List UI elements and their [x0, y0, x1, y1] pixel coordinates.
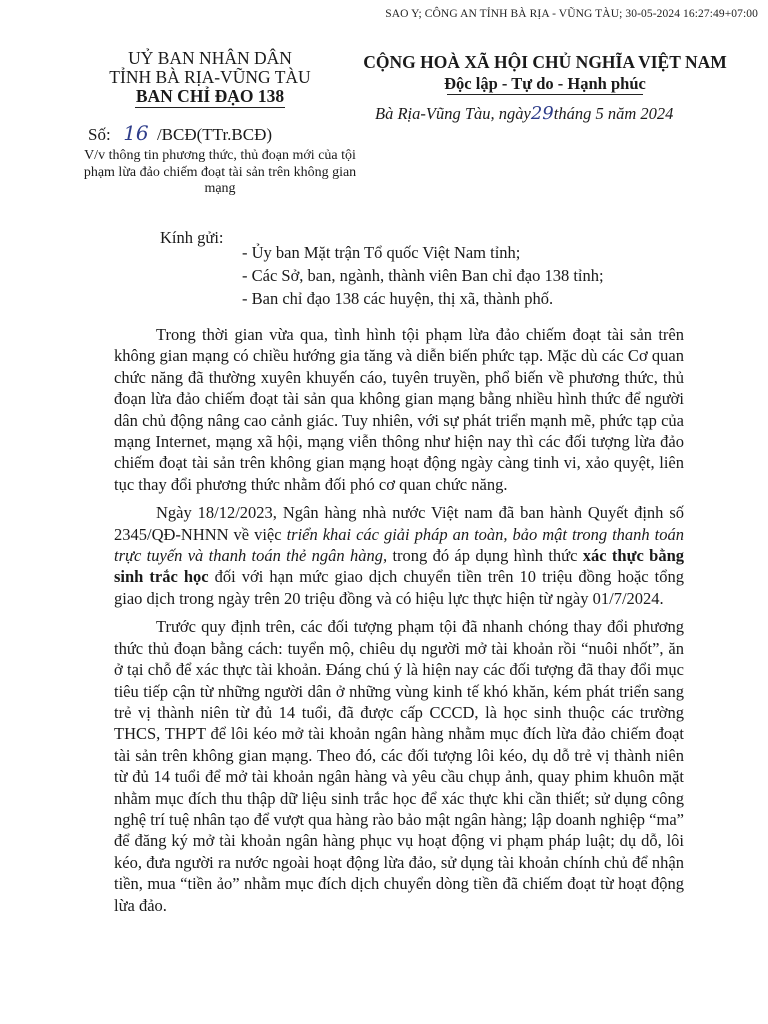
recipient-list	[242, 241, 604, 310]
p2-bold-biometric: xác thực bằng sinh trắc học	[114, 546, 684, 587]
doc-number-suffix: /BCĐ(TTr.BCĐ)	[156, 125, 273, 144]
paragraph-2	[114, 502, 684, 609]
paragraph-3: Trước quy định trên, các đối tượng phạm tội đã nhanh chóng thay đổi phương thức thủ đoạn bằng cách: tuyển mộ, chiêu dụ người mở tài khoản rồi “nuôi nhốt”, ăn ở tại chỗ để xác thực tài khoản. Đáng chú ý là hiện nay các đối tượng đã thay đổi mục tiêu tiếp cận từ những người dân ở những vùng kinh tế khó khăn, kém phát triển sang trẻ vị thành niên từ đủ 14 tuổi, đã được cấp CCCD, là học sinh thuộc các trường THCS, THPT để lôi kéo mở tài khoản ngân hàng nhằm mục đích lừa đảo chiếm đoạt tài sản trên không gian mạng. Theo đó, các đối tượng lôi kéo, dụ dỗ trẻ vị thành niên từ đủ 14 tuổi để mở tài khoản ngân hàng và yêu cầu chụp ảnh, quay phim khuôn mặt nhằm mục đích thu thập dữ liệu sinh trắc học để xác thực khi cần thiết; sử dụng công nghệ trí tuệ nhân tạo để vượt qua hàng rào bảo mật ngân hàng; lập doanh nghiệp “ma” để đăng ký mở tài khoản ngân hàng phục vụ hoạt động vi phạm pháp luật; dụ dỗ, lôi kéo, đưa người ra nước ngoài hoạt động lừa đảo, sử dụng tài khoản chính chủ để nhận tiền, mua “tiền ảo” nhằm mục đích dịch chuyển dòng tiền đã chiếm đoạt từ hoạt động lừa đảo.	[114, 617, 684, 915]
p2-text-a: Ngày 18/12/2023, Ngân hàng nhà nước Việt nam đã ban hành Quyết định số 2345/QĐ-NHNN về việc	[114, 503, 684, 544]
national-header	[330, 53, 760, 95]
recipient-item: - Ban chỉ đạo 138 các huyện, thị xã, thành phố.	[242, 289, 554, 308]
salutation: Kính gửi:	[160, 228, 224, 247]
p2-text-e: đối với hạn mức giao dịch chuyển tiền trên 10 triệu đồng hoặc tổng giao dịch trong ngày trên 20 triệu đồng và có hiệu lực thực hiện từ ngày 01/7/2024.	[114, 567, 684, 608]
p2-italic-decision-title: triển khai các giải pháp an toàn, bảo mật trong thanh toán trực tuyến và thanh toán thẻ ngân hàng,	[114, 524, 684, 566]
p2-text-c: trong đó áp dụng hình thức	[387, 546, 583, 566]
doc-number-handwritten: 16	[123, 121, 149, 145]
issuer-block	[70, 49, 350, 108]
issuer-line-1: UỶ BAN NHÂN DÂN	[128, 48, 292, 68]
nation-title: CỘNG HOÀ XÃ HỘI CHỦ NGHĨA VIỆT NAM	[363, 52, 727, 72]
recipient-item: - Ủy ban Mặt trận Tổ quốc Việt Nam tỉnh;	[242, 243, 521, 262]
copy-certification-stamp: SAO Y; CÔNG AN TỈNH BÀ RỊA - VŨNG TÀU; 30-05-2024 16:27:49+07:00	[385, 8, 758, 20]
motto-underline	[447, 94, 643, 95]
handwritten-day: 29	[530, 103, 554, 124]
national-motto: Độc lập - Tự do - Hạnh phúc	[444, 74, 646, 93]
issuer-line-2: TỈNH BÀ RỊA-VŨNG TÀU	[109, 67, 311, 87]
recipient-item: - Các Sở, ban, ngành, thành viên Ban chỉ đạo 138 tỉnh;	[242, 266, 604, 285]
place-and-date	[375, 103, 673, 124]
document-number	[88, 121, 272, 145]
doc-number-prefix: Số:	[88, 125, 111, 144]
paragraph-1: Trong thời gian vừa qua, tình hình tội phạm lừa đảo chiếm đoạt tài sản trên không gian mạng có chiều hướng gia tăng và diễn biến phức tạp. Mặc dù các Cơ quan chức năng đã thường xuyên khuyến cáo, tuyên truyền, phổ biến về phương thức, thủ đoạn lừa đảo chiếm đoạt tài sản qua không gian mạng bằng nhiều hình thức để người dân chủ động nâng cao cảnh giác. Tuy nhiên, với sự phát triển mạnh mẽ, phức tạp của mạng Internet, mạng xã hội, mạng viễn thông như hiện nay thì các đối tượng lừa đảo chiếm đoạt tài sản trên không gian mạng hoạt động ngày càng tinh vi, xảo quyệt, liên tục thay đổi phương thức nhằm đối phó cơ quan chức năng.	[114, 325, 684, 494]
place-date-suffix: tháng 5 năm 2024	[553, 104, 674, 123]
issuer-line-3: BAN CHỈ ĐẠO 138	[135, 86, 285, 106]
issuer-underline	[135, 107, 285, 108]
subject-line: V/v thông tin phương thức, thủ đoạn mới của tội phạm lừa đảo chiếm đoạt tài sản trên không gian mạng	[83, 148, 357, 196]
document-body	[114, 324, 684, 923]
place-date-prefix: Bà Rịa-Vũng Tàu, ngày	[375, 104, 531, 123]
